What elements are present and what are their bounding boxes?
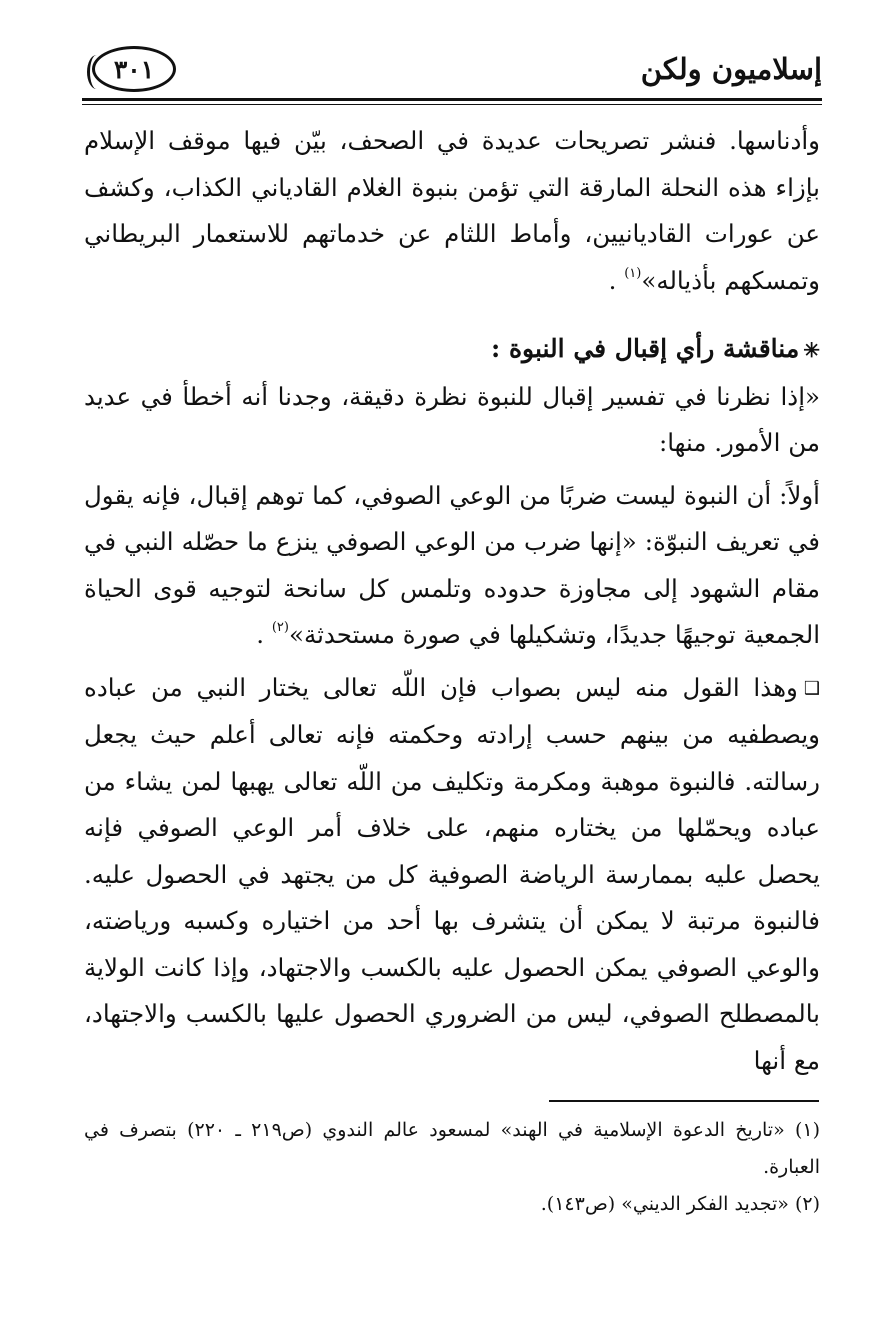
page-header (82, 44, 822, 110)
paragraph-2: «إذا نظرنا في تفسير إقبال للنبوة نظرة دقيقة، وجدنا أنه أخطأ في عديد من الأمور. منها: (84, 381, 820, 457)
running-title: إسلاميون ولكن (640, 52, 822, 86)
paragraph-4 (84, 665, 820, 1085)
paragraph-1-text: وأدناسها. فنشر تصريحات عديدة في الصحف، بيّن فيها موقف الإسلام بإزاء هذه النحلة المارقة التي تؤمن بنبوة الغلام القادياني الكذاب، وكشف عن عورات القاديانيين، وأماط اللثام عن خدماتهم للاستعمار البريطاني وتمسكهم بأذياله» (84, 126, 820, 295)
footnote-ref-2: (٢) (271, 620, 289, 635)
paragraph-3-text: أولاً: أن النبوة ليست ضربًا من الوعي الصوفي، كما توهم إقبال، فإنه يقول في تعريف النبوّة: «إنها ضرب من الوعي الصوفي ينزع ما حصّله النبي في مقام الشهود إلى مجاوزة حدوده وتلمس كل سانحة لتوجيه قوى الحياة الجمعية توجيهًا جديدًا، وتشكيلها في صورة مستحدثة» (84, 480, 820, 649)
footnote-rule (549, 1100, 819, 1102)
body-text (84, 118, 820, 1084)
spacer (84, 304, 820, 326)
footnote-1: (١) «تاريخ الدعوة الإسلامية في الهند» لمسعود عالم الندوي (ص٢١٩ ـ ٢٢٠) بتصرف في العبارة. (84, 1119, 820, 1178)
paragraph-3-end: . (256, 620, 272, 649)
page-number-oval (92, 46, 176, 92)
paragraph-4-text: وهذا القول منه ليس بصواب فإن اللّه تعالى يختار النبي من عباده ويصطفيه من بينهم حسب إرادته وحكمته فإنه تعالى أعلم حيث يجعل رسالته. فالنبوة موهبة ومكرمة وتكليف من اللّه تعالى يهبها لمن يشاء من عباده ويحمّلها من يختاره منهم، على خلاف أمر الوعي الصوفي فإنه يحصل عليه بممارسة الرياضة الصوفية كل من يجتهد في الحصول عليه. فالنبوة مرتبة لا يمكن أن يتشرف بها أحد من اختياره وكسبه ورياضته، والوعي الصوفي يمكن الحصول عليه بالكسب والاجتهاد، وإذا كانت الولاية بالمصطلح الصوفي، ليس من الضروري الحصول عليها بالكسب والاجتهاد، مع أنها (84, 672, 820, 1075)
paragraph-3 (84, 473, 820, 659)
paragraph-1-end: . (608, 265, 625, 295)
checkbox-square-icon: ❑ (803, 677, 820, 699)
section-heading (84, 326, 820, 374)
section-heading-text: مناقشة رأي إقبال في النبوة : (491, 334, 800, 363)
page-number: ٣٠١ (113, 54, 155, 84)
asterisk-icon: ✳ (803, 338, 820, 362)
paragraph-1 (84, 118, 820, 304)
header-rule-thin (82, 104, 822, 105)
header-rule (82, 98, 822, 101)
footnote-2: (٢) «تجديد الفكر الديني» (ص١٤٣). (540, 1193, 820, 1215)
footnote-ref-1: (١) (624, 265, 642, 281)
footnotes (84, 1112, 820, 1223)
